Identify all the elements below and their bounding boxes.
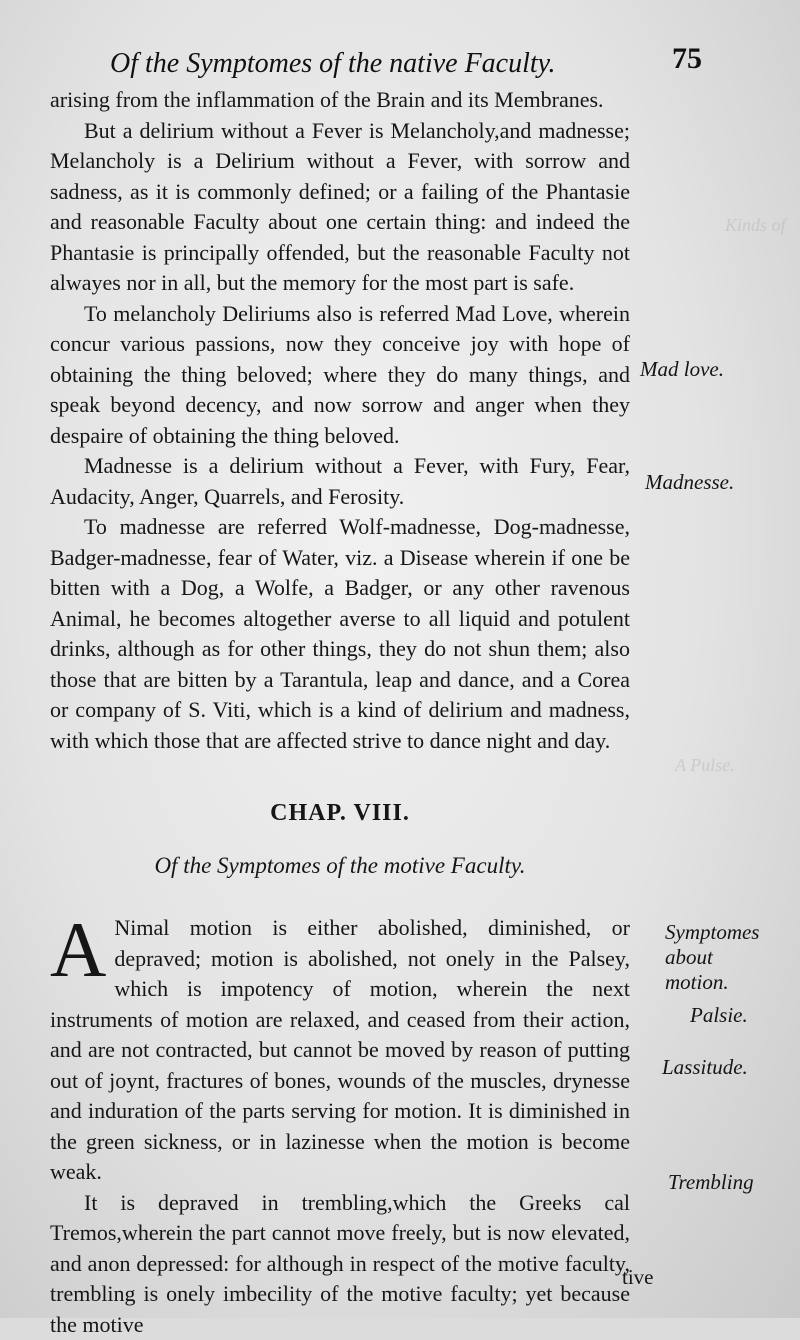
bleed-through-text: A Pulse.	[675, 755, 735, 776]
paragraph: But a delirium without a Fever is Melancholy,and madnesse; Melancholy is a Delirium without a Fever, with sorrow and sadness, as it is commonly defined; or a failing of the Phantasie and reasonable Faculty about one certain thing: and indeed the Phantasie is principally offended, but the reasonable Faculty not alwayes nor in all, but the memory for the most part is safe.	[50, 116, 630, 299]
paragraph-text: Nimal motion is either abolished, diminished, or depraved; motion is abolished, not onely in the Palsey, which is impotency of motion, wherein the next instruments of motion are relaxed, and ceased from their action, and are not contracted, but cannot be moved by reason of putting out of joynt, fractures of bones, wounds of the muscles, drynesse and induration of the parts serving for motion. It is diminished in the green sickness, or in lazinesse when the motion is become weak.	[50, 915, 630, 1184]
paragraph: To melancholy Deliriums also is referred Mad Love, wherein concur various passions, now they conceive joy with hope of obtaining the thing beloved; where they do many things, and speak beyond decency, and now sorrow and anger when they despaire of obtaining the thing beloved.	[50, 299, 630, 452]
margin-note-mad-love: Mad love.	[640, 357, 724, 382]
main-text	[50, 85, 630, 1340]
margin-note-trembling: Trembling	[668, 1170, 754, 1195]
paragraph	[50, 913, 630, 1188]
catchword: tive	[622, 1265, 654, 1290]
chapter-subtitle: Of the Symptomes of the motive Faculty.	[50, 851, 630, 882]
margin-note-madnesse: Madnesse.	[645, 470, 734, 495]
page-header	[110, 40, 750, 90]
margin-note-symptomes: Symptomes about motion.	[665, 920, 765, 995]
paragraph: Madnesse is a delirium without a Fever, with Fury, Fear, Audacity, Anger, Quarrels, and Ferosity.	[50, 451, 630, 512]
bleed-through-text: Kinds of	[725, 215, 786, 236]
running-head: Of the Symptomes of the native Faculty.	[110, 48, 556, 80]
drop-cap: A	[50, 915, 106, 985]
chapter-heading: CHAP. VIII.	[50, 798, 630, 829]
paragraph: It is depraved in trembling,which the Greeks cal Tremos,wherein the part cannot move freely, but is now elevated, and anon depressed: for although in respect of the motive faculty, trembling is onely imbecility of the motive faculty; yet because the motive	[50, 1188, 630, 1340]
margin-note-palsie: Palsie.	[690, 1003, 748, 1028]
paragraph: To madnesse are referred Wolf-madnesse, Dog-madnesse, Badger-madnesse, fear of Water, viz. a Disease wherein if one be bitten with a Dog, a Wolfe, a Badger, or any other ravenous Animal, he becomes altogether averse to all liquid and potulent drinks, although as for other things, they do not shun them; also those that are bitten by a Tarantula, leap and dance, and a Corea or company of S. Viti, which is a kind of delirium and madness, with which those that are affected strive to dance night and day.	[50, 512, 630, 756]
paragraph: arising from the inflammation of the Brain and its Membranes.	[50, 85, 630, 116]
page-number: 75	[672, 42, 702, 76]
margin-note-lassitude: Lassitude.	[662, 1055, 748, 1080]
